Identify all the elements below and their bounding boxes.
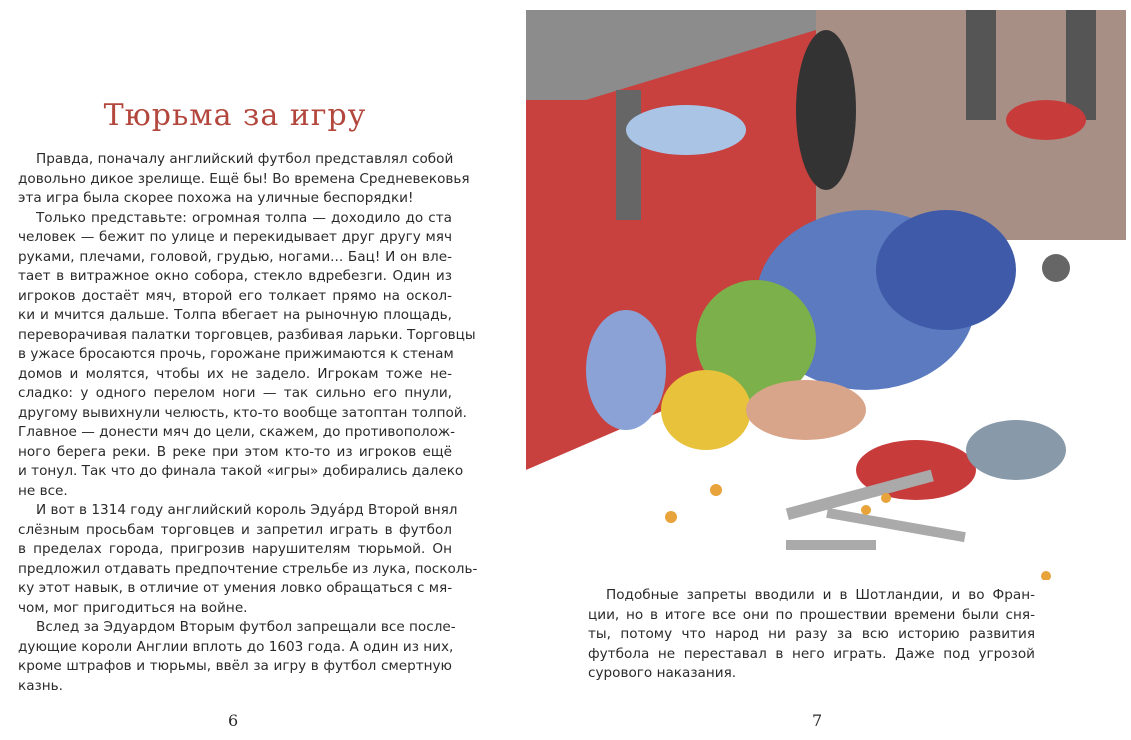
text-line: человек — бежит по улице и перекидывает друг другу мяч: [18, 229, 452, 245]
chapter-title: Тюрьма за игру: [103, 98, 367, 133]
left-page-text: [18, 150, 478, 696]
text-line: переворачивая палатки торговцев, разбивая ларьки. Торговцы: [18, 326, 476, 343]
text-line: сладко: у одного перелом ноги — так сильно его пнули,: [18, 385, 452, 401]
text-line: довольно дикое зрелище. Ещё бы! Во времена Средневековья: [18, 170, 470, 187]
text-line: эта игра была скорее похожа на уличные беспорядки!: [18, 190, 414, 206]
text-line: в ужасе бросаются прочь, горожане прижимаются к стенам: [18, 346, 454, 362]
text-line: дующие короли Англии вплоть до 1603 года. А один из них,: [18, 638, 454, 655]
illustration-street-football-crowd: [526, 10, 1126, 580]
window-shutter: [616, 90, 641, 220]
page-number-left: 6: [228, 711, 239, 730]
text-line: тает в витражное окно собора, стекло вдребезги. Один из: [18, 268, 452, 284]
text-line: другому вывихнули челюсть, кто-то вообще затоптан толпой.: [18, 404, 467, 421]
window-shutter: [1066, 10, 1096, 120]
text-line: Только представьте: огромная толпа — доходило до ста: [36, 209, 452, 226]
text-line: казнь.: [18, 677, 63, 694]
ball: [1042, 254, 1070, 282]
text-line: Подобные запреты вводили и в Шотландии, и во Фран-: [606, 587, 1035, 603]
text-line: И вот в 1314 году английский король Эдуа́рд Второй внял: [36, 502, 458, 518]
text-line: игроков достаёт мяч, второй его толкает прямо на оскол-: [18, 287, 452, 304]
text-line: в пределах города, пригрозив нарушителям тюрьмой. Он: [18, 541, 452, 557]
text-line: руками, плечами, головой, грудью, ногами... Бац! И он вле-: [18, 248, 452, 265]
text-line: Правда, поначалу английский футбол представлял собой: [36, 151, 454, 167]
text-line: предложил отдавать предпочтение стрельбе из лука, посколь-: [18, 560, 478, 577]
text-line: кроме штрафов и тюрьмы, ввёл за игру в футбол смертную: [18, 658, 452, 674]
text-line: ции, но в итоге все они по прошествии времени были сня-: [588, 606, 1035, 623]
window-shutter: [966, 10, 996, 120]
page-number-right: 7: [812, 711, 823, 730]
text-line: ку этот навык, в отличие от умения ловко обращаться с мя-: [18, 580, 453, 596]
text-line: слёзным просьбам торговцев и запретил играть в футбол: [18, 521, 452, 538]
text-line: и тонул. Так что до финала такой «игры» добирались далеко: [18, 463, 464, 479]
text-line: ты, потому что народ ни разу за всю историю развития: [588, 626, 1035, 642]
text-line: ного берега реки. В реке при этом кто-то из игроков ещё: [18, 443, 452, 460]
text-line: чом, мог пригодиться на войне.: [18, 599, 248, 616]
text-line: Вслед за Эдуардом Вторым футбол запрещали все после-: [36, 619, 456, 635]
text-line: футбола не переставал в него играть. Даже под угрозой: [588, 645, 1035, 662]
text-line: ки и мчится дальше. Толпа вбегает на рыночную площадь,: [18, 307, 452, 323]
text-line: домов и молятся, чтобы их не задело. Игрокам тоже не-: [18, 365, 452, 382]
text-line: не все.: [18, 482, 68, 499]
text-line: Главное — донести мяч до цели, скажем, до противополож-: [18, 424, 456, 440]
text-line: сурового наказания.: [588, 665, 737, 681]
right-page-text: [588, 586, 1035, 684]
